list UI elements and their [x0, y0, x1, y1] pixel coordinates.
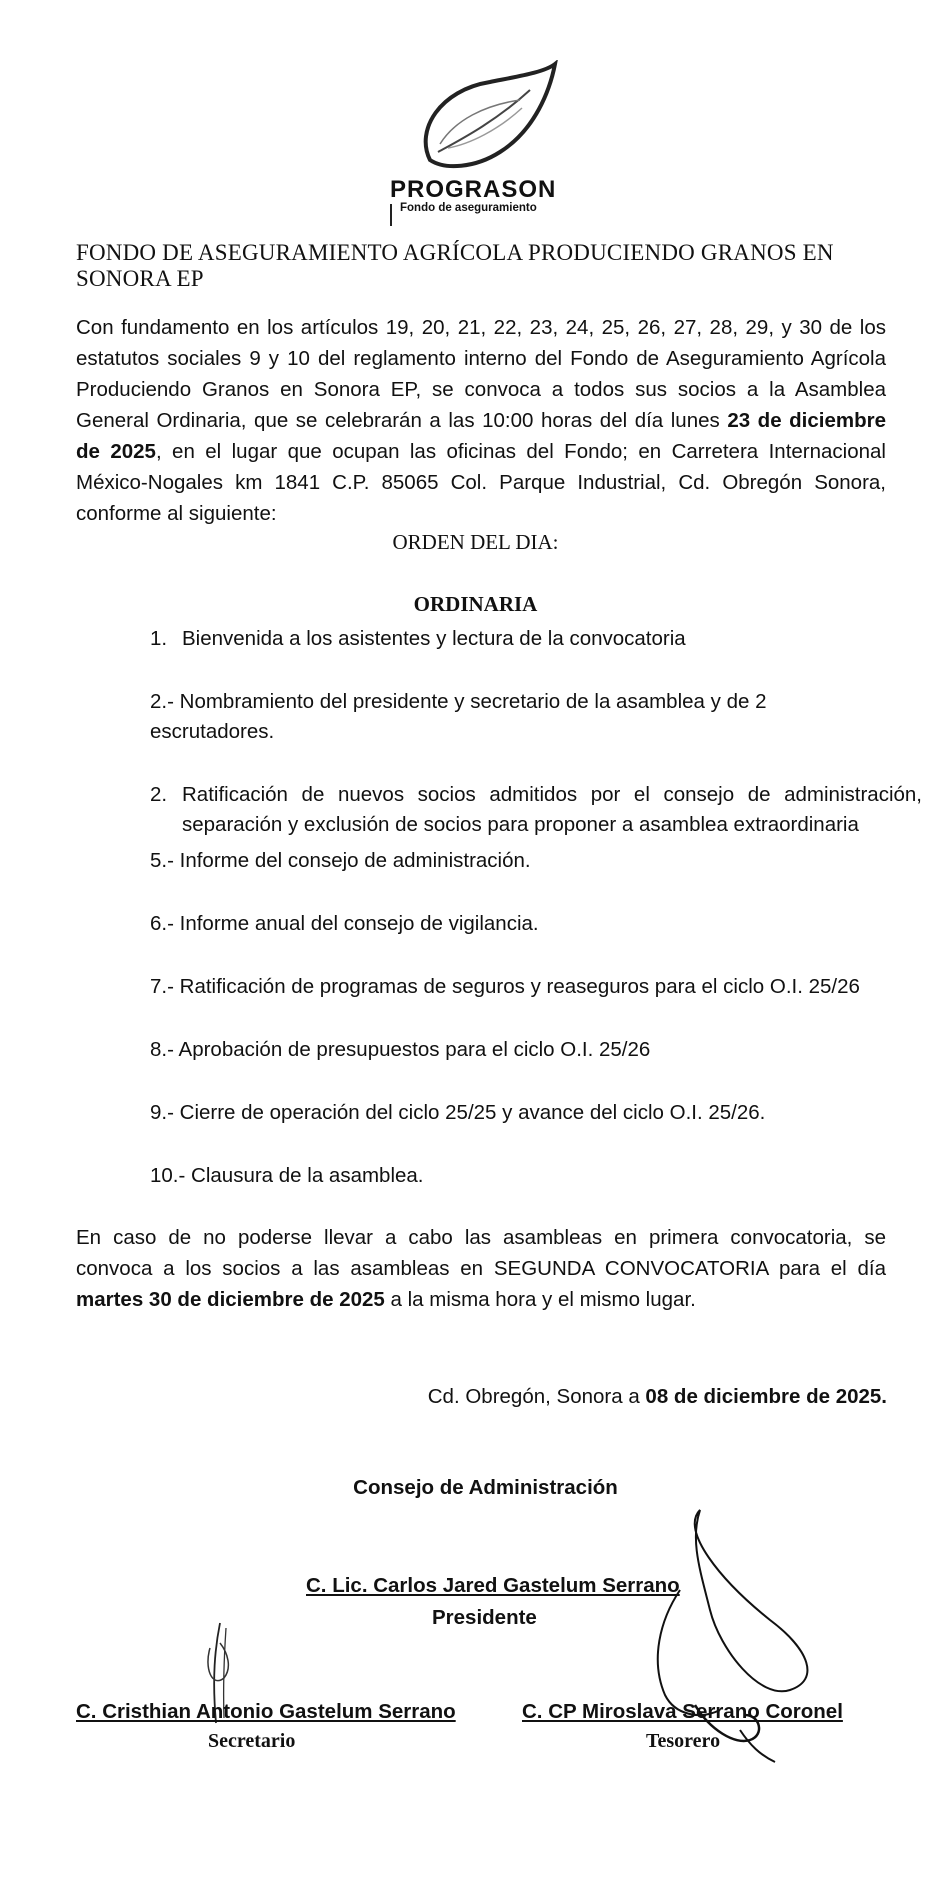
agenda-item	[150, 1161, 890, 1191]
brand-tagline: Fondo de aseguramiento	[400, 202, 537, 214]
signing-date-line	[0, 1385, 887, 1409]
agenda-item-number: 2.-	[150, 690, 174, 713]
organization-title: FONDO DE ASEGURAMIENTO AGRÍCOLA PRODUCIENDO GRANOS EN SONORA EP	[76, 240, 834, 291]
agenda-item	[150, 972, 890, 1002]
agenda-item-number: 2.	[150, 783, 168, 806]
intro-text-b: , en el lugar que ocupan las oficinas del Fondo; en Carretera Internacional México-Nogales km 1841 C.P. 85065 Col. Parque Industrial, Cd. Obregón Sonora, conforme al siguiente:	[76, 440, 886, 525]
treasurer-name: C. CP Miroslava Serrano Coronel	[522, 1700, 843, 1723]
second-call-paragraph	[76, 1222, 886, 1315]
second-call-date: martes 30 de diciembre de 2025	[76, 1288, 385, 1311]
agenda-item	[150, 1098, 890, 1128]
secretary-role: Secretario	[208, 1730, 296, 1752]
second-call-text-a: En caso de no poderse llevar a cabo las asambleas en primera convocatoria, se convoca a los socios a las asambleas en SEGUNDA CONVOCATORIA para el día	[76, 1226, 886, 1280]
agenda-item-text: Informe anual del consejo de vigilancia.	[179, 912, 539, 935]
agenda-item	[150, 846, 890, 876]
secretary-name: C. Cristhian Antonio Gastelum Serrano	[76, 1700, 456, 1723]
agenda-subheading: ORDINARIA	[413, 592, 538, 616]
agenda-item-text: Nombramiento del presidente y secretario de la asamblea y de 2 escrutadores.	[150, 690, 767, 743]
second-call-text-b: a la misma hora y el mismo lugar.	[384, 1288, 696, 1311]
agenda-item-number: 5.-	[150, 849, 174, 872]
signing-place: Cd. Obregón, Sonora a	[427, 1385, 646, 1408]
agenda-item-number: 9.-	[150, 1101, 174, 1124]
agenda-item-text: Ratificación de programas de seguros y reaseguros para el ciclo O.I. 25/26	[179, 975, 860, 998]
agenda-item-number: 1.	[150, 627, 168, 650]
agenda-item-number: 10.-	[150, 1164, 186, 1187]
agenda-item-text: Informe del consejo de administración.	[179, 849, 531, 872]
agenda-item	[150, 1035, 890, 1065]
agenda-heading: ORDEN DEL DIA:	[392, 530, 559, 554]
council-heading: Consejo de Administración	[353, 1476, 618, 1499]
agenda-item-text: Aprobación de presupuestos para el ciclo O.I. 25/26	[178, 1038, 651, 1061]
treasurer-role: Tesorero	[646, 1730, 721, 1752]
brand-divider	[390, 204, 392, 226]
signing-date: 08 de diciembre de 2025.	[645, 1385, 887, 1408]
agenda-list	[150, 624, 922, 1187]
president-name: C. Lic. Carlos Jared Gastelum Serrano	[306, 1574, 680, 1597]
prograson-logo	[390, 60, 620, 220]
president-role: Presidente	[432, 1606, 537, 1629]
agenda-item-number: 6.-	[150, 912, 174, 935]
agenda-item-text: Cierre de operación del ciclo 25/25 y avance del ciclo O.I. 25/26.	[179, 1101, 766, 1124]
agenda-item	[150, 687, 890, 747]
agenda-item	[150, 624, 922, 654]
agenda-item	[150, 909, 890, 939]
intro-paragraph	[76, 312, 886, 529]
brand-name: PROGRASON	[390, 176, 557, 203]
assembly-date: 23 de diciembre de 2025	[76, 409, 886, 463]
leaf-logo-icon	[410, 60, 560, 175]
agenda-item-number: 7.-	[150, 975, 174, 998]
agenda-item-text: Bienvenida a los asistentes y lectura de la convocatoria	[182, 627, 686, 650]
intro-text-a: Con fundamento en los artículos 19, 20, 21, 22, 23, 24, 25, 26, 27, 28, 29, y 30 de los estatutos sociales 9 y 10 del reglamento interno del Fondo de Aseguramiento Agrícola Produciendo Granos en Sonora EP, se convoca a todos sus socios a la Asamblea General Ordinaria, que se celebrarán a las 10:00 horas del día lunes	[76, 316, 886, 432]
agenda-item-text: Ratificación de nuevos socios admitidos por el consejo de administración, separación y exclusión de socios para proponer a asamblea extraordinaria	[182, 783, 922, 836]
agenda-item	[150, 780, 922, 840]
agenda-item-text: Clausura de la asamblea.	[191, 1164, 424, 1187]
agenda-item-number: 8.-	[150, 1038, 174, 1061]
